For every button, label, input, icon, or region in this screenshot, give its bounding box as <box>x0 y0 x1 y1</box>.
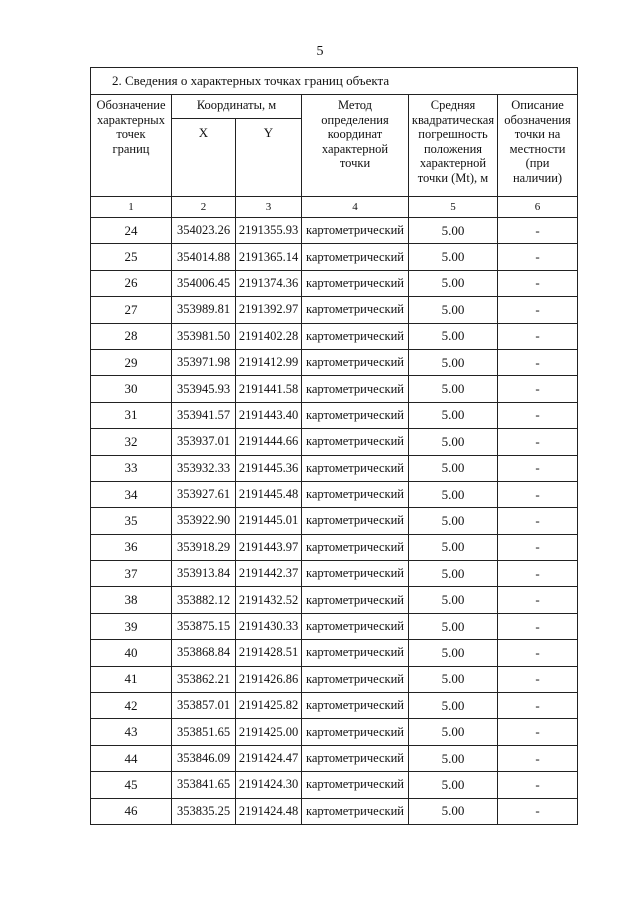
point-number: 29 <box>91 349 172 375</box>
page-number: 5 <box>316 44 324 59</box>
coord-x: 353913.84 <box>172 561 236 587</box>
coord-x: 353846.09 <box>172 745 236 771</box>
table-row <box>91 218 578 244</box>
point-number: 43 <box>91 719 172 745</box>
description-cell: - <box>498 561 578 587</box>
method-cell: картометрический <box>302 798 409 824</box>
method-cell: картометрический <box>302 666 409 692</box>
coord-x: 353941.57 <box>172 402 236 428</box>
column-number: 1 <box>91 197 172 218</box>
description-cell: - <box>498 693 578 719</box>
coord-y: 2191445.01 <box>236 508 302 534</box>
table-row <box>91 666 578 692</box>
description-cell: - <box>498 772 578 798</box>
error-cell: 5.00 <box>409 561 498 587</box>
method-cell: картометрический <box>302 402 409 428</box>
coord-y: 2191365.14 <box>236 244 302 270</box>
coord-y: 2191392.97 <box>236 297 302 323</box>
method-cell: картометрический <box>302 218 409 244</box>
coord-y: 2191425.00 <box>236 719 302 745</box>
method-cell: картометрический <box>302 349 409 375</box>
point-number: 34 <box>91 481 172 507</box>
error-cell: 5.00 <box>409 297 498 323</box>
method-cell: картометрический <box>302 429 409 455</box>
point-number: 36 <box>91 534 172 560</box>
description-cell: - <box>498 640 578 666</box>
error-cell: 5.00 <box>409 323 498 349</box>
error-cell: 5.00 <box>409 666 498 692</box>
description-cell: - <box>498 270 578 296</box>
description-cell: - <box>498 297 578 323</box>
coord-x: 353937.01 <box>172 429 236 455</box>
coord-x: 353857.01 <box>172 693 236 719</box>
method-cell: картометрический <box>302 745 409 771</box>
table-row <box>91 719 578 745</box>
description-cell: - <box>498 429 578 455</box>
coord-x: 354014.88 <box>172 244 236 270</box>
table-row <box>91 323 578 349</box>
point-number: 24 <box>91 218 172 244</box>
coord-x: 353868.84 <box>172 640 236 666</box>
method-cell: картометрический <box>302 376 409 402</box>
table-row <box>91 244 578 270</box>
description-cell: - <box>498 481 578 507</box>
description-cell: - <box>498 244 578 270</box>
error-cell: 5.00 <box>409 270 498 296</box>
description-cell: - <box>498 218 578 244</box>
coord-y: 2191412.99 <box>236 349 302 375</box>
point-number: 26 <box>91 270 172 296</box>
coord-x: 353835.25 <box>172 798 236 824</box>
table-row <box>91 798 578 824</box>
header-x: X <box>172 119 236 197</box>
coord-y: 2191443.40 <box>236 402 302 428</box>
table-row <box>91 693 578 719</box>
coord-x: 353922.90 <box>172 508 236 534</box>
description-cell: - <box>498 666 578 692</box>
column-number: 5 <box>409 197 498 218</box>
table-row <box>91 481 578 507</box>
point-number: 25 <box>91 244 172 270</box>
method-cell: картометрический <box>302 719 409 745</box>
error-cell: 5.00 <box>409 244 498 270</box>
coord-y: 2191443.97 <box>236 534 302 560</box>
method-cell: картометрический <box>302 613 409 639</box>
point-number: 44 <box>91 745 172 771</box>
column-numbers-row <box>91 197 578 218</box>
description-cell: - <box>498 455 578 481</box>
coord-x: 354006.45 <box>172 270 236 296</box>
coord-x: 353932.33 <box>172 455 236 481</box>
point-number: 39 <box>91 613 172 639</box>
coord-x: 353981.50 <box>172 323 236 349</box>
header-method: Метод определения координат характерной точки <box>302 95 409 197</box>
point-number: 27 <box>91 297 172 323</box>
coord-y: 2191374.36 <box>236 270 302 296</box>
coord-y: 2191442.37 <box>236 561 302 587</box>
coord-x: 353945.93 <box>172 376 236 402</box>
method-cell: картометрический <box>302 323 409 349</box>
table-row <box>91 772 578 798</box>
table-row <box>91 402 578 428</box>
column-number: 4 <box>302 197 409 218</box>
coord-x: 353882.12 <box>172 587 236 613</box>
method-cell: картометрический <box>302 534 409 560</box>
method-cell: картометрический <box>302 561 409 587</box>
coord-x: 353851.65 <box>172 719 236 745</box>
coord-y: 2191441.58 <box>236 376 302 402</box>
coord-x: 353875.15 <box>172 613 236 639</box>
table-row <box>91 508 578 534</box>
column-number: 2 <box>172 197 236 218</box>
coord-x: 353971.98 <box>172 349 236 375</box>
error-cell: 5.00 <box>409 798 498 824</box>
description-cell: - <box>498 376 578 402</box>
table-row <box>91 587 578 613</box>
method-cell: картометрический <box>302 244 409 270</box>
coord-y: 2191428.51 <box>236 640 302 666</box>
description-cell: - <box>498 323 578 349</box>
method-cell: картометрический <box>302 640 409 666</box>
method-cell: картометрический <box>302 297 409 323</box>
header-coordinates: Координаты, м <box>172 95 302 119</box>
header-y: Y <box>236 119 302 197</box>
point-number: 28 <box>91 323 172 349</box>
error-cell: 5.00 <box>409 402 498 428</box>
point-number: 42 <box>91 693 172 719</box>
coord-x: 353927.61 <box>172 481 236 507</box>
error-cell: 5.00 <box>409 587 498 613</box>
description-cell: - <box>498 508 578 534</box>
error-cell: 5.00 <box>409 349 498 375</box>
column-number: 6 <box>498 197 578 218</box>
method-cell: картометрический <box>302 508 409 534</box>
coord-y: 2191445.48 <box>236 481 302 507</box>
error-cell: 5.00 <box>409 719 498 745</box>
coord-y: 2191426.86 <box>236 666 302 692</box>
method-cell: картометрический <box>302 481 409 507</box>
error-cell: 5.00 <box>409 481 498 507</box>
description-cell: - <box>498 402 578 428</box>
table-row <box>91 429 578 455</box>
point-number: 30 <box>91 376 172 402</box>
coord-y: 2191445.36 <box>236 455 302 481</box>
error-cell: 5.00 <box>409 218 498 244</box>
error-cell: 5.00 <box>409 508 498 534</box>
description-cell: - <box>498 798 578 824</box>
point-number: 33 <box>91 455 172 481</box>
point-number: 31 <box>91 402 172 428</box>
table-row <box>91 640 578 666</box>
table-row <box>91 349 578 375</box>
coord-y: 2191402.28 <box>236 323 302 349</box>
point-number: 46 <box>91 798 172 824</box>
header-description: Описание обозначения точки на местности (при наличии) <box>498 95 578 197</box>
description-cell: - <box>498 719 578 745</box>
point-number: 45 <box>91 772 172 798</box>
table-row <box>91 376 578 402</box>
error-cell: 5.00 <box>409 376 498 402</box>
point-number: 32 <box>91 429 172 455</box>
error-cell: 5.00 <box>409 693 498 719</box>
coord-y: 2191424.48 <box>236 798 302 824</box>
coord-x: 353989.81 <box>172 297 236 323</box>
error-cell: 5.00 <box>409 772 498 798</box>
coord-x: 353862.21 <box>172 666 236 692</box>
method-cell: картометрический <box>302 693 409 719</box>
description-cell: - <box>498 745 578 771</box>
table-row <box>91 455 578 481</box>
coord-y: 2191355.93 <box>236 218 302 244</box>
description-cell: - <box>498 587 578 613</box>
coord-y: 2191424.47 <box>236 745 302 771</box>
method-cell: картометрический <box>302 772 409 798</box>
error-cell: 5.00 <box>409 534 498 560</box>
point-number: 40 <box>91 640 172 666</box>
table-row <box>91 561 578 587</box>
coord-x: 354023.26 <box>172 218 236 244</box>
table-row <box>91 270 578 296</box>
coord-y: 2191432.52 <box>236 587 302 613</box>
boundary-points-table <box>90 67 578 825</box>
header-designation: Обозначение характерных точек границ <box>91 95 172 197</box>
coord-x: 353841.65 <box>172 772 236 798</box>
coord-y: 2191430.33 <box>236 613 302 639</box>
table-row <box>91 534 578 560</box>
header-error: Средняя квадратическая погрешность положения характерной точки (Mt), м <box>409 95 498 197</box>
table-row <box>91 613 578 639</box>
error-cell: 5.00 <box>409 745 498 771</box>
method-cell: картометрический <box>302 587 409 613</box>
table-row <box>91 297 578 323</box>
description-cell: - <box>498 534 578 560</box>
coord-y: 2191444.66 <box>236 429 302 455</box>
description-cell: - <box>498 349 578 375</box>
method-cell: картометрический <box>302 270 409 296</box>
column-number: 3 <box>236 197 302 218</box>
error-cell: 5.00 <box>409 640 498 666</box>
point-number: 35 <box>91 508 172 534</box>
point-number: 41 <box>91 666 172 692</box>
description-cell: - <box>498 613 578 639</box>
point-number: 37 <box>91 561 172 587</box>
table-row <box>91 745 578 771</box>
error-cell: 5.00 <box>409 455 498 481</box>
point-number: 38 <box>91 587 172 613</box>
error-cell: 5.00 <box>409 429 498 455</box>
coord-x: 353918.29 <box>172 534 236 560</box>
error-cell: 5.00 <box>409 613 498 639</box>
section-title: 2. Сведения о характерных точках границ объекта <box>91 68 578 95</box>
coord-y: 2191425.82 <box>236 693 302 719</box>
method-cell: картометрический <box>302 455 409 481</box>
coord-y: 2191424.30 <box>236 772 302 798</box>
